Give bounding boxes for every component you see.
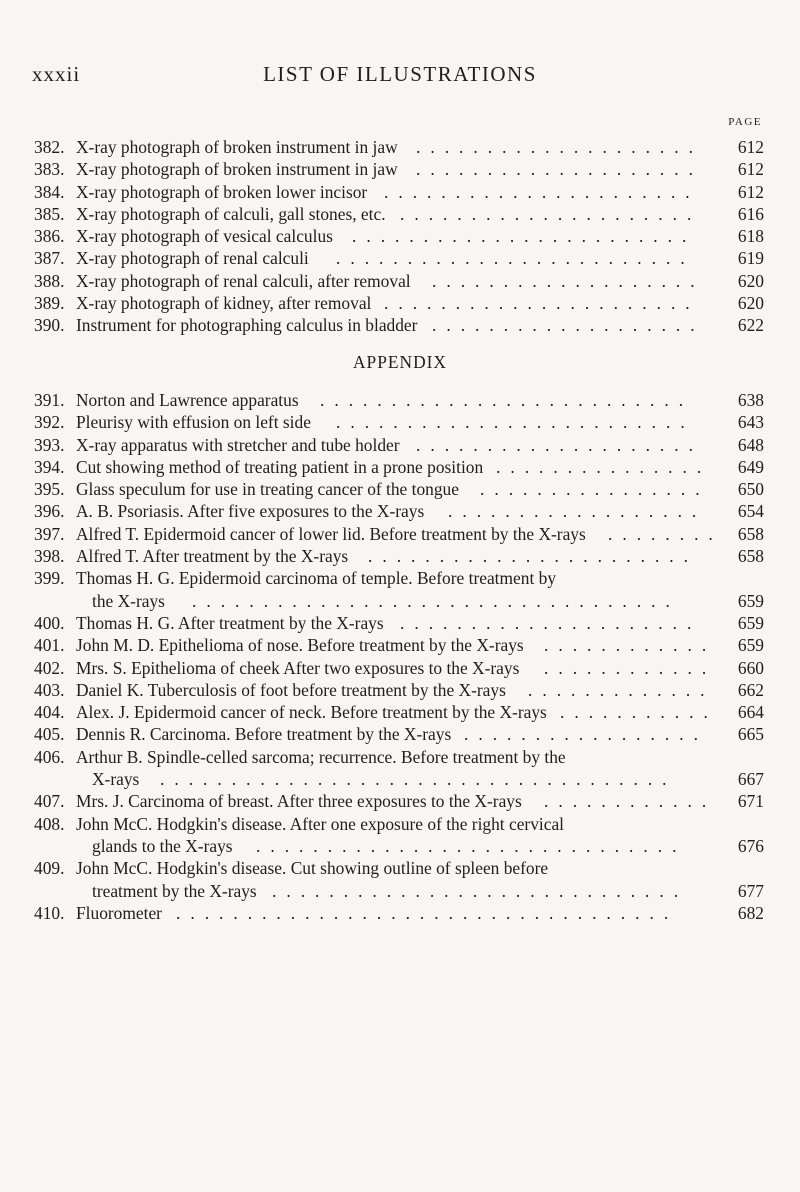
entry-number: 390. [34, 315, 65, 336]
list-entry [0, 523, 800, 545]
list-entry [0, 545, 800, 567]
entry-caption: Thomas H. G. Epidermoid carcinoma of temple. Before treatment by [76, 568, 557, 589]
entry-caption: the X-rays [92, 590, 165, 611]
entry-caption: Arthur B. Spindle-celled sarcoma; recurrence. Before treatment by the [76, 746, 566, 767]
dot-leaders: ............ [544, 635, 717, 656]
entry-caption: A. B. Psoriasis. After five exposures to the X-rays [76, 501, 425, 522]
entry-caption: X-ray photograph of broken instrument in jaw [76, 137, 398, 157]
entry-caption: X-ray photograph of broken lower incisor [76, 181, 368, 202]
entry-page: 638 [737, 390, 764, 410]
entry-caption: Fluorometer [76, 902, 162, 923]
entry-number: 387. [34, 248, 65, 269]
list-entry [0, 158, 800, 180]
list-entry [0, 203, 800, 225]
dot-leaders: ................... [432, 315, 705, 336]
dot-leaders: .................................... [160, 769, 677, 790]
entry-line [0, 567, 800, 589]
entry-caption: Alex. J. Epidermoid cancer of neck. Before treatment by the X-rays [76, 702, 547, 723]
entry-page: 649 [737, 456, 764, 477]
entry-page: 677 [737, 880, 764, 901]
entry-number: 393. [34, 434, 65, 455]
entry-caption: Mrs. J. Carcinoma of breast. After three exposures to the X-rays [76, 791, 522, 812]
entry-number: 403. [34, 679, 65, 700]
entry-caption: Instrument for photographing calculus in bladder [76, 315, 418, 336]
entry-line [0, 247, 800, 269]
dot-leaders: ............... [496, 456, 712, 477]
page-column-label: PAGE [728, 116, 762, 128]
list-entry [0, 181, 800, 203]
entry-page: 682 [737, 902, 764, 923]
entry-caption: Thomas H. G. After treatment by the X-rays [76, 612, 384, 633]
dot-leaders: ................. [464, 724, 708, 745]
entry-page: 612 [737, 159, 764, 180]
entry-caption: Alfred T. Epidermoid cancer of lower lid. Before treatment by the X-rays [76, 523, 586, 544]
entry-page: 659 [737, 612, 764, 633]
list-entry [0, 292, 800, 314]
list-entry [0, 723, 800, 745]
entry-number: 408. [34, 813, 65, 834]
list-entry [0, 389, 800, 411]
dot-leaders: .................... [416, 434, 703, 455]
entry-caption: John M. D. Epithelioma of nose. Before treatment by the X-rays [76, 635, 524, 656]
entry-line [0, 225, 800, 247]
entry-line [0, 790, 800, 812]
entry-caption: Mrs. S. Epithelioma of cheek After two exposures to the X-rays [76, 657, 520, 678]
list-entry [0, 225, 800, 247]
list-entry [0, 902, 800, 924]
page-number: xxxii [32, 62, 81, 86]
entry-line [0, 634, 800, 656]
entry-page: 676 [737, 835, 764, 856]
entry-caption: X-ray photograph of broken instrument in jaw [76, 159, 398, 180]
entry-page: 659 [737, 635, 764, 656]
entry-number: 398. [34, 546, 65, 567]
list-entry [0, 456, 800, 478]
dot-leaders: .............................. [256, 835, 687, 856]
entry-line [0, 136, 800, 158]
list-entry [0, 857, 800, 902]
dot-leaders: .......................... [320, 390, 694, 410]
entry-page: 654 [737, 501, 764, 522]
entry-number: 396. [34, 501, 65, 522]
entry-line [0, 723, 800, 745]
entry-line [0, 270, 800, 292]
entry-caption: treatment by the X-rays [92, 880, 257, 901]
entry-number: 401. [34, 635, 65, 656]
entry-line [0, 880, 800, 902]
entry-number: 385. [34, 203, 65, 224]
entry-page: 643 [737, 412, 764, 433]
entry-line [0, 478, 800, 500]
entry-caption: Dennis R. Carcinoma. Before treatment by the X-rays [76, 724, 452, 745]
entry-caption: Glass speculum for use in treating cancer of the tongue [76, 479, 459, 500]
entry-number: 382. [34, 137, 65, 157]
entry-number: 388. [34, 270, 65, 291]
appendix-illustration-list [0, 389, 800, 924]
list-entry [0, 679, 800, 701]
entry-number: 383. [34, 159, 65, 180]
dot-leaders: .................................. [192, 590, 680, 611]
entry-caption: John McC. Hodgkin's disease. Cut showing outline of spleen before [76, 858, 549, 879]
entry-number: 400. [34, 612, 65, 633]
entry-number: 394. [34, 456, 65, 477]
entry-number: 391. [34, 390, 65, 410]
dot-leaders: ................................... [176, 902, 679, 923]
entry-caption: glands to the X-rays [92, 835, 233, 856]
entry-caption: X-ray photograph of renal calculi, after removal [76, 270, 411, 291]
entry-line [0, 701, 800, 723]
entry-line [0, 314, 800, 336]
dot-leaders: ........... [560, 702, 718, 723]
dot-leaders: .................... [416, 137, 703, 157]
entry-page: 622 [737, 315, 764, 336]
entry-line [0, 389, 800, 411]
list-entry [0, 567, 800, 612]
entry-number: 392. [34, 412, 65, 433]
entry-line [0, 500, 800, 522]
entry-caption: X-ray apparatus with stretcher and tube holder [76, 434, 400, 455]
entry-number: 410. [34, 902, 65, 923]
entry-number: 402. [34, 657, 65, 678]
dot-leaders: ............. [528, 679, 715, 700]
list-entry [0, 746, 800, 791]
list-entry [0, 813, 800, 858]
entry-number: 409. [34, 858, 65, 879]
dot-leaders: .................... [416, 159, 703, 180]
dot-leaders: ............ [544, 791, 717, 812]
entry-line [0, 679, 800, 701]
entry-number: 384. [34, 181, 65, 202]
entry-line [0, 590, 800, 612]
entry-number: 395. [34, 479, 65, 500]
entry-caption: Pleurisy with effusion on left side [76, 412, 311, 433]
entry-page: 658 [737, 523, 764, 544]
entry-number: 404. [34, 702, 65, 723]
dot-leaders: ..................... [400, 203, 702, 224]
entry-line [0, 158, 800, 180]
entry-number: 407. [34, 791, 65, 812]
entry-page: 612 [737, 137, 764, 157]
entry-line [0, 746, 800, 768]
entry-number: 389. [34, 293, 65, 314]
dot-leaders: ..................... [400, 612, 702, 633]
entry-caption: X-rays [92, 769, 140, 790]
entry-line [0, 181, 800, 203]
list-entry [0, 790, 800, 812]
entry-number: 399. [34, 568, 65, 589]
dot-leaders: ................ [480, 479, 710, 500]
illustration-list [0, 136, 800, 337]
page-header [0, 62, 800, 96]
entry-caption: Daniel K. Tuberculosis of foot before treatment by the X-rays [76, 679, 506, 700]
entry-page: 620 [737, 270, 764, 291]
entry-page: 620 [737, 293, 764, 314]
entry-number: 397. [34, 523, 65, 544]
list-entry [0, 411, 800, 433]
entry-page: 650 [737, 479, 764, 500]
dot-leaders: ....................... [368, 546, 698, 567]
entry-caption: X-ray photograph of kidney, after removal [76, 293, 372, 314]
entry-caption: John McC. Hodgkin's disease. After one exposure of the right cervical [76, 813, 565, 834]
entry-page: 667 [737, 769, 764, 790]
entry-line [0, 857, 800, 879]
entry-line [0, 835, 800, 857]
entry-line [0, 292, 800, 314]
dot-leaders: ........................ [352, 226, 697, 247]
list-entry [0, 136, 800, 158]
dot-leaders: ............ [544, 657, 717, 678]
dot-leaders: ............................. [272, 880, 689, 901]
entry-page: 619 [737, 248, 764, 269]
entry-number: 405. [34, 724, 65, 745]
entry-line [0, 523, 800, 545]
entry-page: 658 [737, 546, 764, 567]
list-entry [0, 434, 800, 456]
entry-page: 612 [737, 181, 764, 202]
dot-leaders: ......................... [336, 248, 695, 269]
dot-leaders: ........ [608, 523, 723, 544]
entry-line [0, 813, 800, 835]
entry-caption: X-ray photograph of renal calculi [76, 248, 309, 269]
dot-leaders: ...................... [384, 181, 700, 202]
entry-line [0, 434, 800, 456]
entry-caption: X-ray photograph of calculi, gall stones, etc. [76, 203, 386, 224]
entry-caption: Norton and Lawrence apparatus [76, 390, 299, 410]
entry-caption: Cut showing method of treating patient in a prone position [76, 456, 484, 477]
list-entry [0, 478, 800, 500]
entry-page: 665 [737, 724, 764, 745]
list-entry [0, 247, 800, 269]
entry-line [0, 411, 800, 433]
entry-page: 659 [737, 590, 764, 611]
dot-leaders: ...................... [384, 293, 700, 314]
entry-page: 616 [737, 203, 764, 224]
entry-line [0, 657, 800, 679]
list-entry [0, 314, 800, 336]
entry-line [0, 612, 800, 634]
entry-caption: X-ray photograph of vesical calculus [76, 226, 333, 247]
list-entry [0, 612, 800, 634]
entry-caption: Alfred T. After treatment by the X-rays [76, 546, 349, 567]
list-entry [0, 270, 800, 292]
entry-page: 662 [737, 679, 764, 700]
entry-page: 618 [737, 226, 764, 247]
list-entry [0, 657, 800, 679]
entry-page: 671 [737, 791, 764, 812]
entry-number: 406. [34, 746, 65, 767]
entry-line [0, 456, 800, 478]
entry-line [0, 203, 800, 225]
entry-line [0, 902, 800, 924]
list-entry [0, 634, 800, 656]
entry-line [0, 768, 800, 790]
entry-page: 660 [737, 657, 764, 678]
entry-page: 664 [737, 702, 764, 723]
dot-leaders: ......................... [336, 412, 695, 433]
entry-page: 648 [737, 434, 764, 455]
list-entry [0, 500, 800, 522]
dot-leaders: .................. [448, 501, 707, 522]
entry-number: 386. [34, 226, 65, 247]
list-entry [0, 701, 800, 723]
page-title: LIST OF ILLUSTRATIONS [263, 62, 537, 86]
appendix-heading: APPENDIX [353, 352, 447, 372]
entry-line [0, 545, 800, 567]
dot-leaders: ................... [432, 270, 705, 291]
